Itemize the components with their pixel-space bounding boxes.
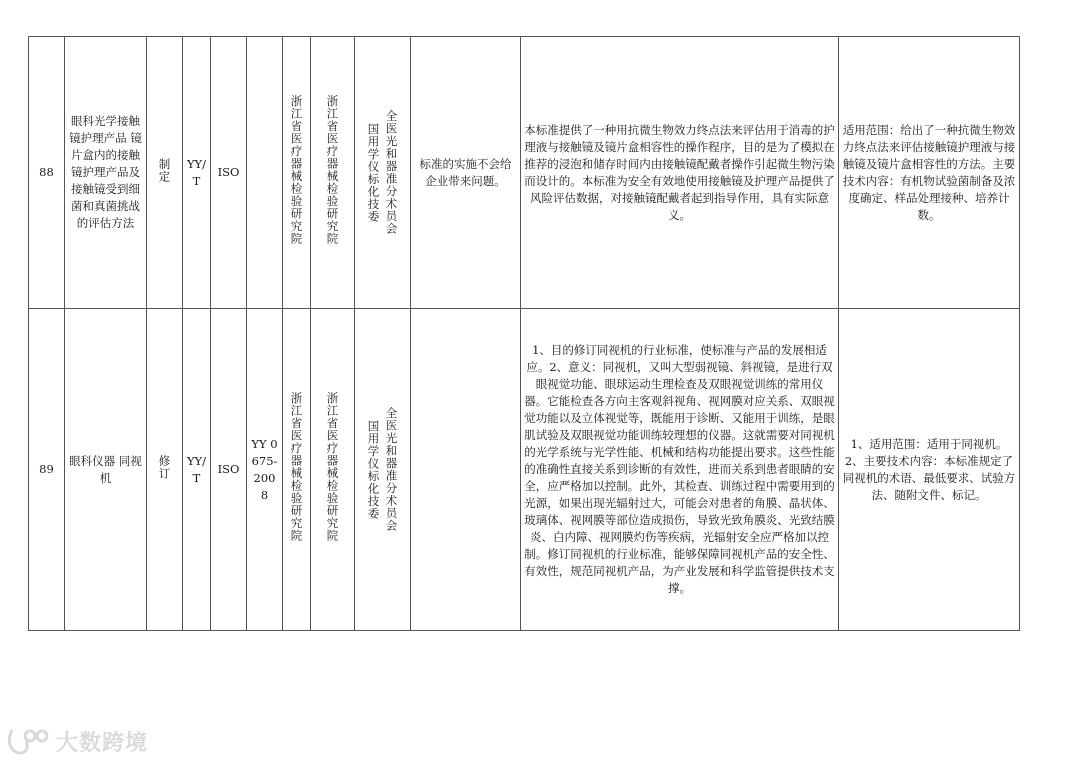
technical-committee-right: 国用学仪标化技委	[366, 419, 381, 520]
purpose-text: 本标准提供了一种用抗微生物效力终点法来评估用于消毒的护理液与接触镜及镜片盒相容性的操作程序，目的是为了模拟在推荐的浸泡和储存时间内由接触镜配戴者操作引起微生物污染而设计的。本标准为安全有效地使用接触镜及护理产品提供了风险评估数据，对接触镜配戴者起到指导作用，具有实际意义。	[521, 37, 839, 309]
responsible-unit: 浙江省医疗器械检验研究院	[325, 95, 340, 245]
drafting-unit: 浙江省医疗器械检验研究院	[289, 95, 304, 245]
tc-cell	[355, 309, 411, 631]
watermark	[6, 724, 148, 758]
row-number: 88	[29, 37, 65, 309]
standard-name: 眼科光学接触镜护理产品 镜片盒内的接触镜护理产品及接触镜受到细菌和真菌挑战的评估方法	[65, 37, 147, 309]
nature: 修订	[157, 454, 172, 480]
purpose-text: 1、目的修订同视机的行业标准，使标准与产品的发展相适 应。2、意义：同视机，又叫大型弱视镜、斜视镜，是进行双眼视觉功能、眼球运动生理检查及双眼视觉训练的常用仪 器。它能检查各方向主客观斜视角、视网膜对应关系、双眼视觉功能以及立体视觉等，既能用于诊断、又能用于训练，是眼肌试验及双眼视觉功能训练较理想的仪器。这就需要对同视机的光学系统与光学性能、机械和结构功能提出要求。这些性能的准确性直接关系到诊断的有效性，进而关系到患者眼睛的安全，应严格加以控制。此外，其检查、训练过程中需要用到的光源，如果出现光辐射过大，可能会对患者的角膜、晶状体、玻璃体、视网膜等部位造成损伤，导致光致角膜炎、光致结膜炎、白内障、视网膜灼伤等疾病，光辐射安全应严格加以控制。修订同视机的行业标准，能够保障同视机产品的安全性、有效性，规范同视机产品，为产业发展和科学监管提供技术支撑。	[521, 309, 839, 631]
technical-committee-right: 国用学仪标化技委	[366, 122, 381, 223]
content-text: 1、适用范围：适用于同视机。2、主要技术内容：本标准规定了同视机的术语、最低要求、试验方法、随附文件、标记。	[839, 309, 1020, 631]
standards-table	[28, 36, 1020, 631]
table-row	[29, 309, 1020, 631]
replaced-standard: YY 0675-2008	[247, 309, 283, 631]
adopted-standard: ISO	[211, 37, 247, 309]
impact-text: 标准的实施不会给企业带来问题。	[411, 37, 521, 309]
responsible-unit: 浙江省医疗器械检验研究院	[325, 392, 340, 542]
drafter-cell	[283, 309, 311, 631]
adopted-standard: ISO	[211, 309, 247, 631]
standard-type: YY/T	[183, 309, 211, 631]
impact-text	[411, 309, 521, 631]
nature-cell	[147, 309, 183, 631]
standard-type: YY/T	[183, 37, 211, 309]
drafter-cell	[283, 37, 311, 309]
nature-cell	[147, 37, 183, 309]
drafting-unit: 浙江省医疗器械检验研究院	[289, 392, 304, 542]
replaced-standard	[247, 37, 283, 309]
technical-committee-left: 全医光和器准分术员会	[384, 407, 399, 532]
content-text: 适用范围：给出了一种抗微生物效力终点法来评估接触镜护理液与接触镜及镜片盒相容性的方法。主要技术内容：有机物试验菌制备及浓度确定、样品处理接种、培养计数。	[839, 37, 1020, 309]
row-number: 89	[29, 309, 65, 631]
standard-name: 眼科仪器 同视机	[65, 309, 147, 631]
org-cell	[311, 309, 355, 631]
brand-logo-icon	[6, 724, 52, 758]
technical-committee-left: 全医光和器准分术员会	[384, 110, 399, 235]
nature: 制定	[157, 157, 172, 183]
watermark-text: 大数跨境	[56, 730, 149, 756]
org-cell	[311, 37, 355, 309]
table-row	[29, 37, 1020, 309]
tc-cell	[355, 37, 411, 309]
